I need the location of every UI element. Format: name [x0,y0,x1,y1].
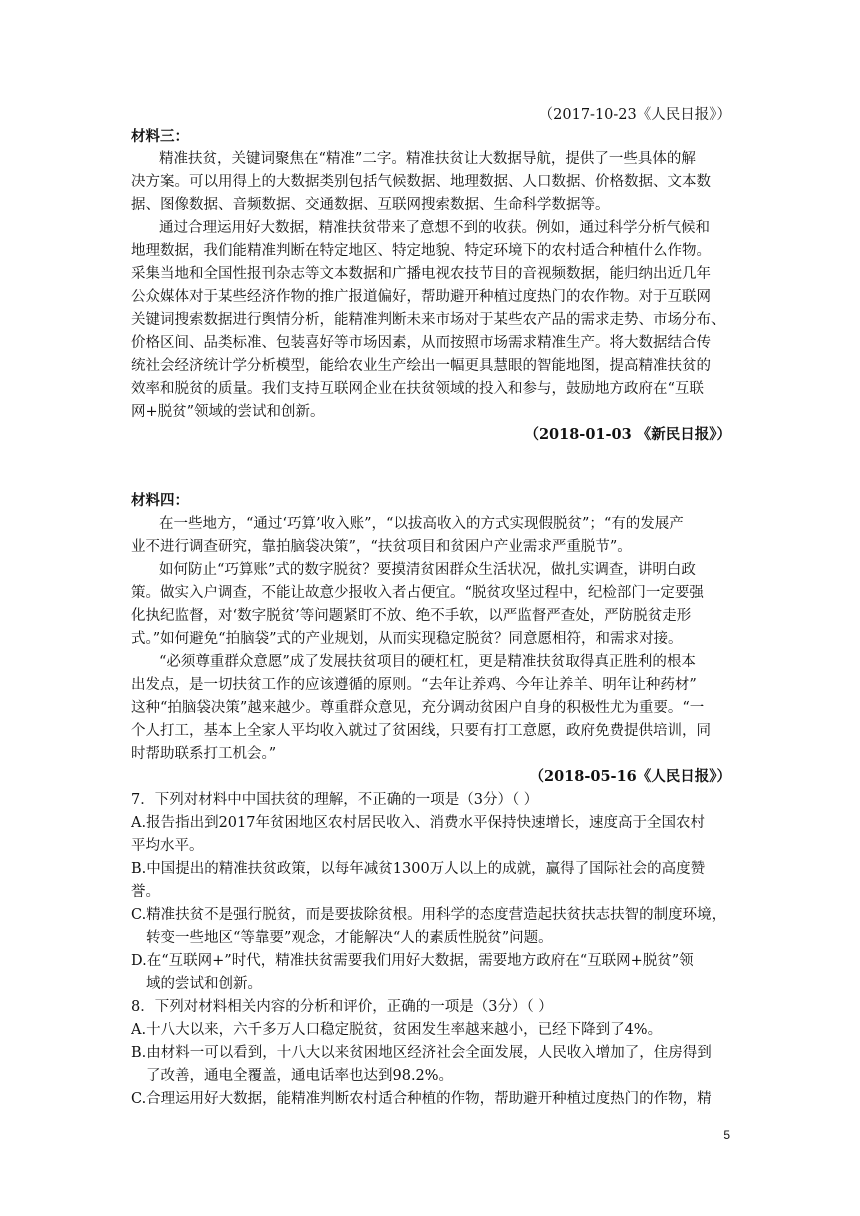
paragraph-line: 地理数据，我们能精准判断在特定地区、特定地貌、特定环境下的农村适合种植什么作物。 [131,243,711,259]
question-7-option-c-cont: 转变一些地区“等靠要”观念，才能解决“人的素质性脱贫”问题。 [146,930,553,946]
paragraph-line: 统社会经济统计学分析模型，能给农业生产绘出一幅更具慧眼的智能地图，提高精准扶贫的 [131,358,711,374]
paragraph-line: 时帮助联系打工机会。” [131,746,277,762]
paragraph-line: 价格区间、品类标准、包装喜好等市场因素，从而按照市场需求精准生产。将大数据结合传 [131,335,711,351]
paragraph-line: 出发点，是一切扶贫工作的应该遵循的原则。“去年让养鸡、今年让养羊、明年让种药材” [131,677,697,693]
question-7-stem: 7．下列对材料中中国扶贫的理解，不正确的一项是（3分）（ ） [131,792,539,808]
source-citation-2018-05: （2018-05-16《人民日报》） [529,768,731,785]
question-7-option-c: C.精准扶贫不是强行脱贫，而是要拔除贫根。用科学的态度营造起扶贫扶志扶智的制度环境， [131,907,727,923]
paragraph-line: 在一些地方，“通过‘巧算’收入账”，“以拔高收入的方式实现假脱贫”；“有的发展产 [159,516,684,532]
paragraph-line: 效率和脱贫的质量。我们支持互联网企业在扶贫领域的投入和参与，鼓励地方政府在“互联 [131,381,704,397]
question-8-option-b: B.由材料一可以看到，十八大以来贫困地区经济社会全面发展，人民收入增加了，住房得到 [131,1045,712,1061]
paragraph-line: “必须尊重群众意愿”成了发展扶贫项目的硬杠杠，更是精准扶贫取得真正胜利的根本 [159,654,696,670]
paragraph-line: 决方案。可以用得上的大数据类别包括气候数据、地理数据、人口数据、价格数据、文本数 [131,174,711,190]
question-8-stem: 8．下列对材料相关内容的分析和评价，正确的一项是（3分）（ ） [131,999,553,1015]
paragraph-line: 化执纪监督，对‘数字脱贫’等问题紧盯不放、绝不手软，以严监督严查处，严防脱贫走形 [131,608,692,624]
question-7-option-a: A.报告指出到2017年贫困地区农村居民收入、消费水平保持快速增长，速度高于全国农村 [131,815,705,831]
question-7-option-b: B.中国提出的精准扶贫政策，以每年减贫1300万人以上的成就，赢得了国际社会的高度赞 [131,861,706,877]
paragraph-line: 业不进行调查研究，靠拍脑袋决策”，“扶贫项目和贫困户产业需求严重脱节”。 [131,539,632,555]
paragraph-line: 采集当地和全国性报刊杂志等文本数据和广播电视农技节目的音视频数据，能归纳出近几年 [131,266,711,282]
question-7-option-a-cont: 平均水平。 [131,838,204,854]
question-7-option-d-cont: 域的尝试和创新。 [146,976,262,992]
paragraph-line: 式。”如何避免“拍脑袋”式的产业规划，从而实现稳定脱贫？同意愿相符，和需求对接。 [131,631,683,647]
paragraph-line: 策。做实入户调查，不能让故意少报收入者占便宜。“脱贫攻坚过程中，纪检部门一定要强 [131,585,704,601]
question-7-option-d: D.在“互联网+”时代，精准扶贫需要我们用好大数据，需要地方政府在“互联网+脱贫”领 [131,953,694,969]
paragraph-line: 关键词搜索数据进行舆情分析，能精准判断未来市场对于某些农产品的需求走势、市场分布、 [131,312,726,328]
page-number: 5 [723,1128,730,1142]
paragraph-line: 公众媒体对于某些经济作物的推广报道偏好，帮助避开种植过度热门的农作物。对于互联网 [131,289,711,305]
paragraph-line: 这种“拍脑袋决策”越来越少。尊重群众意见，充分调动贫困户自身的积极性尤为重要。“一 [131,700,705,716]
paragraph-line: 据、图像数据、音频数据、交通数据、互联网搜索数据、生命科学数据等。 [131,197,610,213]
material3-heading: 材料三： [131,128,189,145]
paragraph-line: 精准扶贫，关键词聚焦在“精准”二字。精准扶贫让大数据导航，提供了一些具体的解 [159,151,696,167]
question-7-option-b-cont: 誉。 [131,884,160,900]
question-8-option-a: A.十八大以来，六千多万人口稳定脱贫，贫困发生率越来越小，已经下降到了4%。 [131,1022,663,1038]
paragraph-line: 如何防止“巧算账”式的数字脱贫？要摸清贫困群众生活状况，做扎实调查，讲明白政 [159,562,696,578]
paragraph-line: 个人打工，基本上全家人平均收入就过了贫困线，只要有打工意愿，政府免费提供培训，同 [131,723,711,739]
paragraph-line: 网+脱贫”领域的尝试和创新。 [131,404,325,420]
material4-heading: 材料四： [131,492,189,509]
question-8-option-b-cont: 了改善，通电全覆盖，通电话率也达到98.2%。 [146,1068,454,1084]
source-citation-2018-01: （2018-01-03 《新民日报》） [524,426,731,443]
paragraph-line: 通过合理运用好大数据，精准扶贫带来了意想不到的收获。例如，通过科学分析气候和 [159,220,710,236]
question-8-option-c: C.合理运用好大数据，能精准判断农村适合种植的作物，帮助避开种植过度热门的作物，精 [131,1091,712,1107]
source-citation-2017: （2017-10-23《人民日报》） [538,107,731,123]
